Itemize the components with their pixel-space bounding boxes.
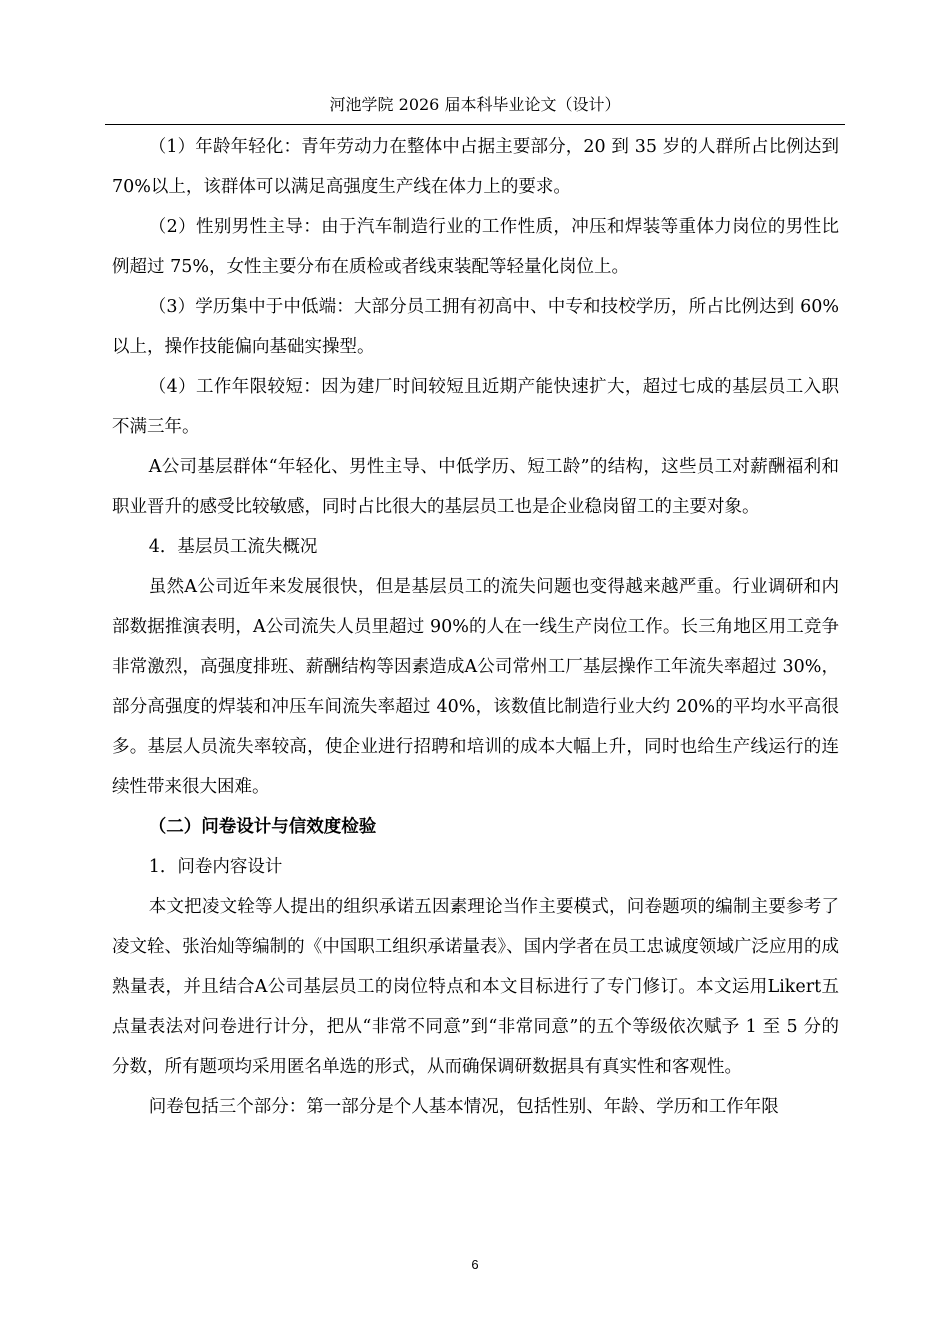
page-number: 6 (471, 1257, 479, 1272)
paragraph-structure: 问卷包括三个部分：第一部分是个人基本情况，包括性别、年龄、学历和工作年限 (148, 1097, 779, 1117)
list-item-gender: （2）性别男性主导：由于汽车制造行业的工作性质，冲压和焊装等重体力岗位的男性比例超过 75%，女性主要分布在质检或者线束装配等轻量化岗位上。 (112, 217, 839, 277)
paragraph-design: 本文把凌文辁等人提出的组织承诺五因素理论当作主要模式，问卷题项的编制主要参考了凌文辁、张治灿等编制的《中国职工组织承诺量表》、国内学者在员工忠诚度领域广泛应用的成熟量表，并且结合A公司基层员工的岗位特点和本文目标进行了专门修订。本文运用Likert五点量表法对问卷进行计分，把从“非常不同意”到“非常同意”的五个等级依次赋予 1 至 5 分的分数，所有题项均采用匿名单选的形式，从而确保调研数据具有真实性和客观性。 (112, 897, 839, 1077)
list-item-education: （3）学历集中于中低端：大部分员工拥有初高中、中专和技校学历，所占比例达到 60%以上，操作技能偏向基础实操型。 (112, 297, 839, 357)
section-heading-questionnaire: （二）问卷设计与信效度检验 (148, 817, 377, 837)
subsection-heading-design: 1．问卷内容设计 (148, 857, 283, 877)
paragraph-summary: A公司基层群体“年轻化、男性主导、中低学历、短工龄”的结构，这些员工对薪酬福利和职业晋升的感受比较敏感，同时占比很大的基层员工也是企业稳岗留工的主要对象。 (112, 457, 839, 517)
list-item-age: （1）年龄年轻化：青年劳动力在整体中占据主要部分，20 到 35 岁的人群所占比例达到 70%以上，该群体可以满足高强度生产线在体力上的要求。 (112, 137, 839, 197)
subsection-heading-turnover: 4．基层员工流失概况 (148, 537, 318, 557)
body-text (112, 127, 839, 1127)
header-divider (105, 124, 845, 125)
paragraph-turnover: 虽然A公司近年来发展很快，但是基层员工的流失问题也变得越来越严重。行业调研和内部数据推演表明，A公司流失人员里超过 90%的人在一线生产岗位工作。长三角地区用工竞争非常激烈，高强度排班、薪酬结构等因素造成A公司常州工厂基层操作工年流失率超过 30%，部分高强度的焊装和冲压车间流失率超过 40%，该数值比制造行业大约 20%的平均水平高很多。基层人员流失率较高，使企业进行招聘和培训的成本大幅上升，同时也给生产线运行的连续性带来很大困难。 (112, 577, 839, 797)
list-item-tenure: （4）工作年限较短：因为建厂时间较短且近期产能快速扩大，超过七成的基层员工入职不满三年。 (112, 377, 839, 437)
page-header-title: 河池学院 2026 届本科毕业论文（设计） (329, 95, 621, 114)
